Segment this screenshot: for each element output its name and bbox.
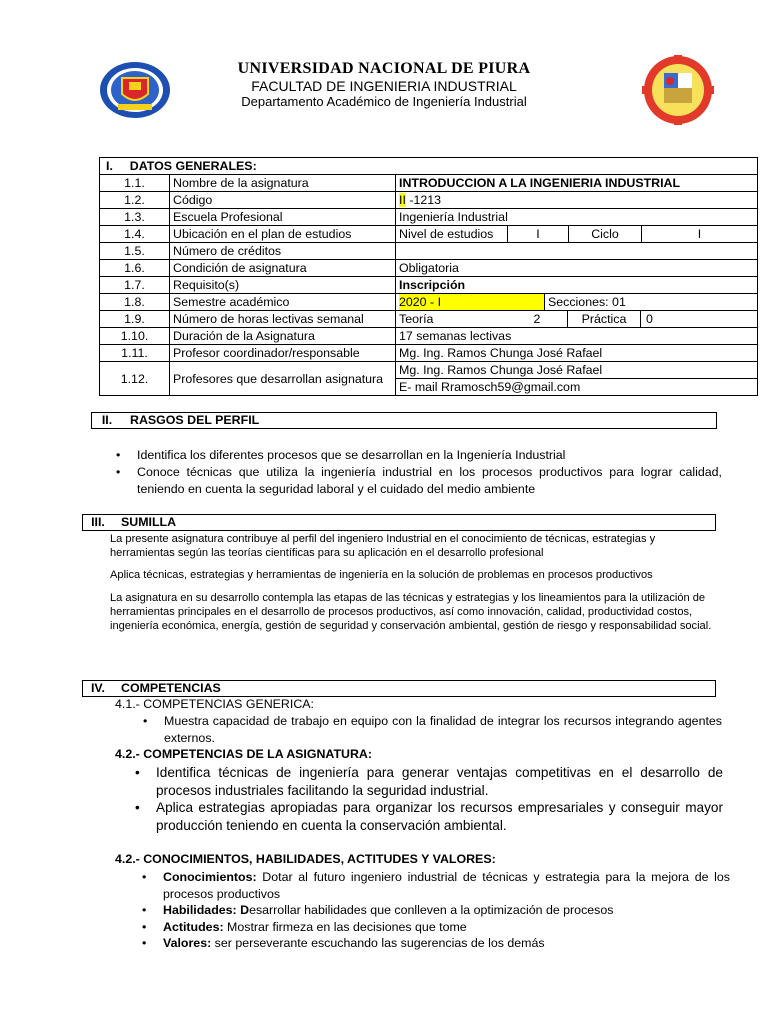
section-roman: IV.	[90, 681, 105, 695]
sub3-title: 4.2.- CONOCIMIENTOS, HABILIDADES, ACTITUDES Y VALORES:	[115, 852, 496, 866]
row-label: Ubicación en el plan de estudios	[170, 226, 396, 243]
sumilla-paragraph: La presente asignatura contribuye al perfil del ingeniero Industrial en el conocimiento de técnicas, estrategias y herramientas según las teorías científicas para su aplicación en el desarrollo profesional	[110, 533, 656, 559]
item-label: Valores:	[163, 936, 212, 950]
item-label: Actitudes:	[163, 919, 224, 934]
row-number: 1.3.	[100, 209, 170, 226]
row-number: 1.2.	[100, 192, 170, 209]
row-label: Condición de asignatura	[170, 260, 396, 277]
item-label: Habilidades: D	[163, 903, 250, 917]
section-header-perfil	[91, 412, 717, 429]
row-label: Número de horas lectivas semanal	[170, 311, 396, 328]
table-row	[100, 294, 758, 311]
table-row	[100, 345, 758, 362]
section-header-sumilla	[82, 514, 716, 531]
section-header-row	[100, 158, 758, 175]
course-code-value	[396, 192, 758, 209]
row-number: 1.7.	[100, 277, 170, 294]
general-data-table	[99, 157, 758, 396]
list-item	[140, 919, 730, 936]
row-label: Duración de la Asignatura	[170, 328, 396, 345]
requirement-value: Inscripción	[396, 277, 758, 294]
code-number: -1213	[405, 193, 442, 207]
table-row	[100, 226, 758, 243]
department-name: Departamento Académico de Ingeniería Industrial	[241, 94, 527, 109]
table-row	[100, 175, 758, 192]
list-item: • Identifica los diferentes procesos que se desarrollan en la Ingeniería Industrial	[114, 447, 722, 464]
university-name: UNIVERSIDAD NACIONAL DE PIURA	[237, 60, 531, 77]
row-number: 1.8.	[100, 294, 170, 311]
condition-value: Obligatoria	[396, 260, 758, 277]
professor-value: Mg. Ing. Ramos Chunga José Rafael	[396, 362, 758, 379]
row-number: 1.9.	[100, 311, 170, 328]
section-roman: II.	[101, 413, 113, 427]
row-label: Semestre académico	[170, 294, 396, 311]
coordinator-value: Mg. Ing. Ramos Chunga José Rafael	[396, 345, 758, 362]
list-item: • Muestra capacidad de trabajo en equipo con la finalidad de integrar los recursos integrando agentes externos.	[141, 713, 722, 747]
sub1-title: 4.1.- COMPETENCIAS GENERICA:	[115, 697, 314, 711]
semester-value: 2020 - I	[399, 294, 544, 310]
row-label: Nombre de la asignatura	[170, 175, 396, 192]
row-label: Escuela Profesional	[170, 209, 396, 226]
row-label: Número de créditos	[170, 243, 396, 260]
list-item: • Identifica técnicas de ingeniería para generar ventajas competitivas en el desarrollo de procesos industriales facilitando la seguridad industrial.	[133, 764, 723, 799]
professor-email: E- mail Rramosch59@gmail.com	[396, 379, 758, 396]
theory-value: 2	[533, 312, 541, 326]
list-item	[140, 869, 730, 902]
row-number: 1.6.	[100, 260, 170, 277]
section-title: DATOS GENERALES:	[129, 159, 257, 173]
section-title: SUMILLA	[121, 515, 177, 529]
table-row	[100, 260, 758, 277]
table-row	[100, 362, 758, 379]
sections-value: Secciones: 01	[544, 294, 757, 310]
cycle-label: Ciclo	[568, 226, 641, 242]
faculty-name: FACULTAD DE INGENIERIA INDUSTRIAL	[251, 78, 517, 94]
semester-cell	[396, 294, 758, 311]
list-item: • Conoce técnicas que utiliza la ingeniería industrial en los procesos productivos para lograr calidad, teniendo en cuenta la seguridad laboral y el cuidado del medio ambiente	[114, 464, 722, 498]
row-label: Código	[170, 192, 396, 209]
list-item	[140, 935, 730, 952]
generic-competencies-list	[141, 713, 722, 747]
list-item	[140, 902, 730, 919]
row-number: 1.12.	[100, 362, 170, 396]
section-header-competencias	[82, 680, 716, 697]
row-label: Profesor coordinador/responsable	[170, 345, 396, 362]
school-value: Ingeniería Industrial	[396, 209, 758, 226]
row-label: Profesores que desarrollan asignatura	[170, 362, 396, 396]
sumilla-paragraph: Aplica técnicas, estrategias y herramientas de ingeniería en la solución de problemas en procesos productivos	[110, 569, 653, 581]
cycle-value: I	[641, 226, 757, 242]
row-label: Requisito(s)	[170, 277, 396, 294]
list-item: • Aplica estrategias apropiadas para organizar los recursos empresariales y conseguir mayor producción teniendo en cuenta la conservación ambiental.	[133, 799, 723, 834]
sumilla-paragraph: La asignatura en su desarrollo contempla las etapas de las técnicas y estrategias y los lineamientos para la utilización de herramientas principales en el desarrollo de procesos productivos, así como innovación, calidad, productividad costos, ingeniería económica, energía, gestión de seguridad y conservación ambiental, gestión de riesgo y responsabilidad social.	[110, 592, 712, 632]
item-text: ser perseverante escuchando las sugerencias de los demás	[211, 936, 545, 950]
level-label: Nivel de estudios	[399, 227, 494, 241]
item-text: Dotar al futuro ingeniero industrial de técnicas y estrategia para la mejora de los procesos productivos	[163, 870, 730, 901]
theory-label: Teoría	[399, 312, 434, 326]
item-text: Mostrar firmeza en las decisiones que tome	[223, 919, 467, 934]
section-roman: I.	[106, 159, 113, 173]
row-number: 1.4.	[100, 226, 170, 243]
practice-value: 0	[640, 311, 757, 327]
table-row	[100, 328, 758, 345]
section-roman: III.	[91, 515, 105, 529]
item-text: esarrollar habilidades que conlleven a la optimización de procesos	[249, 903, 614, 917]
practice-label: Práctica	[567, 311, 640, 327]
row-number: 1.5.	[100, 243, 170, 260]
study-plan-cell	[396, 226, 758, 243]
table-row	[100, 311, 758, 328]
table-row	[100, 243, 758, 260]
level-value: I	[507, 226, 568, 242]
table-row	[100, 209, 758, 226]
item-label: Conocimientos:	[163, 870, 257, 884]
duration-value: 17 semanas lectivas	[396, 328, 758, 345]
section-title: RASGOS DEL PERFIL	[130, 413, 260, 427]
highlighted-code: II	[399, 193, 406, 207]
hours-cell	[396, 311, 758, 328]
table-row	[100, 277, 758, 294]
course-name-value: INTRODUCCION A LA INGENIERIA INDUSTRIAL	[396, 175, 758, 192]
table-row	[100, 192, 758, 209]
section-title: COMPETENCIAS	[121, 681, 221, 695]
row-number: 1.10.	[100, 328, 170, 345]
course-competencies-list	[133, 764, 723, 834]
sub2-title: 4.2.- COMPETENCIAS DE LA ASIGNATURA:	[115, 747, 373, 761]
values-list	[140, 869, 730, 952]
credits-value	[396, 243, 758, 260]
row-number: 1.1.	[100, 175, 170, 192]
row-number: 1.11.	[100, 345, 170, 362]
perfil-list	[114, 447, 722, 498]
